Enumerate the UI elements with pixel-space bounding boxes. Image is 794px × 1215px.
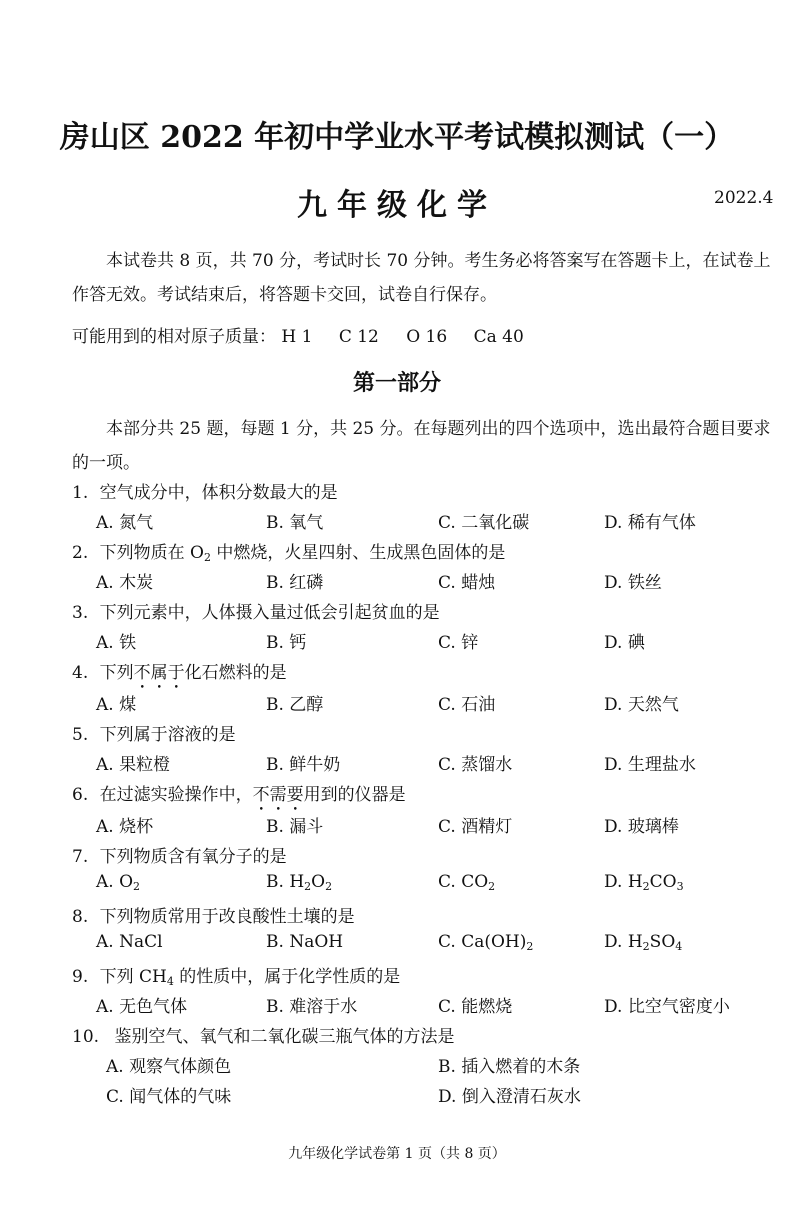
- q1-option-a: A. 氮气: [96, 513, 154, 533]
- q9-option-b: B. 难溶于水: [266, 997, 358, 1017]
- emphasis-text: 不属于: [133, 663, 185, 683]
- q5-option-a: A. 果粒橙: [96, 755, 171, 775]
- q10-option-b: B. 插入燃着的木条: [438, 1057, 581, 1077]
- q5-option-b: B. 鲜牛奶: [266, 755, 341, 775]
- q9-option-a: A. 无色气体: [96, 997, 188, 1017]
- question-number: 1.: [72, 483, 89, 503]
- question-5: [72, 720, 236, 745]
- question-text: 空气成分中，体积分数最大的是: [99, 483, 338, 503]
- atomic-masses-line: [72, 322, 524, 347]
- question-3: [72, 598, 440, 623]
- question-text: 下列物质含有氧分子的是: [99, 847, 287, 867]
- atomic-masses-label: 可能用到的相对原子质量：: [72, 327, 276, 347]
- question-7: [72, 842, 287, 867]
- question-text: 鉴别空气、氧气和二氧化碳三瓶气体的方法是: [114, 1027, 455, 1047]
- question-9: [72, 962, 400, 988]
- q4-option-c: C. 石油: [438, 695, 496, 715]
- q4-option-d: D. 天然气: [604, 695, 679, 715]
- q8-option-d: D. $H_2SO_4$: [604, 932, 683, 953]
- q3-option-d: D. 碘: [604, 633, 645, 653]
- q4-option-a: A. 煤: [96, 695, 137, 715]
- exam-subtitle: 九年级化学: [297, 188, 497, 223]
- question-8: [72, 902, 355, 927]
- question-4: [72, 658, 287, 693]
- question-number: 5.: [72, 725, 89, 745]
- q3-option-a: A. 铁: [96, 633, 137, 653]
- q8-option-b: B. NaOH: [266, 932, 344, 952]
- atomic-mass-o: O 16: [406, 327, 448, 347]
- q9-option-d: D. 比空气密度小: [604, 997, 730, 1017]
- question-text: 下列 $CH_4$ 的性质中，属于化学性质的是: [99, 967, 401, 988]
- question-text: 下列元素中，人体摄入量过低会引起贫血的是: [99, 603, 440, 623]
- q2-option-b: B. 红磷: [266, 573, 324, 593]
- atomic-mass-h: H 1: [281, 327, 313, 347]
- question-number: 10.: [72, 1027, 100, 1047]
- q1-option-b: B. 氧气: [266, 513, 324, 533]
- instructions-paragraph: 本试卷共 8 页，共 70 分，考试时长 70 分钟。考生务必将答案写在答题卡上，在试卷上作答无效。考试结束后，将答题卡交回，试卷自行保存。: [72, 251, 771, 305]
- q10-option-c: C. 闻气体的气味: [106, 1087, 232, 1107]
- q7-option-a: A. $O_2$: [96, 872, 141, 893]
- q10-option-d: D. 倒入澄清石灰水: [438, 1087, 581, 1107]
- q5-option-d: D. 生理盐水: [604, 755, 696, 775]
- q3-option-c: C. 锌: [438, 633, 479, 653]
- q2-option-d: D. 铁丝: [604, 573, 662, 593]
- question-number: 7.: [72, 847, 89, 867]
- q10-option-a: A. 观察气体颜色: [106, 1057, 232, 1077]
- question-text: 下列物质常用于改良酸性土壤的是: [99, 907, 355, 927]
- q6-option-d: D. 玻璃棒: [604, 817, 679, 837]
- emphasis-text: 不需要: [252, 785, 304, 805]
- q1-option-d: D. 稀有气体: [604, 513, 696, 533]
- atomic-mass-ca: Ca 40: [473, 327, 524, 347]
- exam-date: 2022.4: [714, 188, 774, 208]
- question-number: 9.: [72, 967, 89, 987]
- question-number: 2.: [72, 543, 89, 563]
- question-text: 在过滤实验操作中，不需要用到的仪器是: [99, 785, 406, 805]
- question-number: 8.: [72, 907, 89, 927]
- q1-option-c: C. 二氧化碳: [438, 513, 530, 533]
- question-10: [72, 1022, 454, 1047]
- q9-option-c: C. 能燃烧: [438, 997, 513, 1017]
- section-intro: 本部分共 25 题，每题 1 分，共 25 分。在每题列出的四个选项中，选出最符合题目要求的一项。: [72, 419, 771, 473]
- question-6: [72, 780, 406, 815]
- q3-option-b: B. 钙: [266, 633, 307, 653]
- question-2: [72, 538, 505, 564]
- question-number: 4.: [72, 663, 89, 683]
- atomic-mass-c: C 12: [338, 327, 379, 347]
- q8-option-c: C. $Ca(OH)_2$: [438, 932, 534, 953]
- q7-option-b: B. $H_2O_2$: [266, 872, 333, 893]
- question-1: [72, 478, 338, 503]
- question-number: 3.: [72, 603, 89, 623]
- exam-title: 房山区 2022 年初中学业水平考试模拟测试（一）: [59, 120, 735, 155]
- page-footer: 九年级化学试卷第 1 页（共 8 页）: [288, 1146, 506, 1162]
- q2-option-c: C. 蜡烛: [438, 573, 496, 593]
- q8-option-a: A. NaCl: [96, 932, 163, 952]
- question-number: 6.: [72, 785, 89, 805]
- q2-option-a: A. 木炭: [96, 573, 154, 593]
- question-text: 下列不属于化石燃料的是: [99, 663, 287, 683]
- q6-option-b: B. 漏斗: [266, 817, 324, 837]
- q6-option-c: C. 酒精灯: [438, 817, 513, 837]
- question-text: 下列物质在 $O_2$ 中燃烧，火星四射、生成黑色固体的是: [99, 543, 506, 564]
- section-title: 第一部分: [352, 370, 441, 396]
- q7-option-d: D. $H_2CO_3$: [604, 872, 684, 893]
- q5-option-c: C. 蒸馏水: [438, 755, 513, 775]
- question-text: 下列属于溶液的是: [99, 725, 236, 745]
- q4-option-b: B. 乙醇: [266, 695, 324, 715]
- q6-option-a: A. 烧杯: [96, 817, 154, 837]
- q7-option-c: C. $CO_2$: [438, 872, 496, 893]
